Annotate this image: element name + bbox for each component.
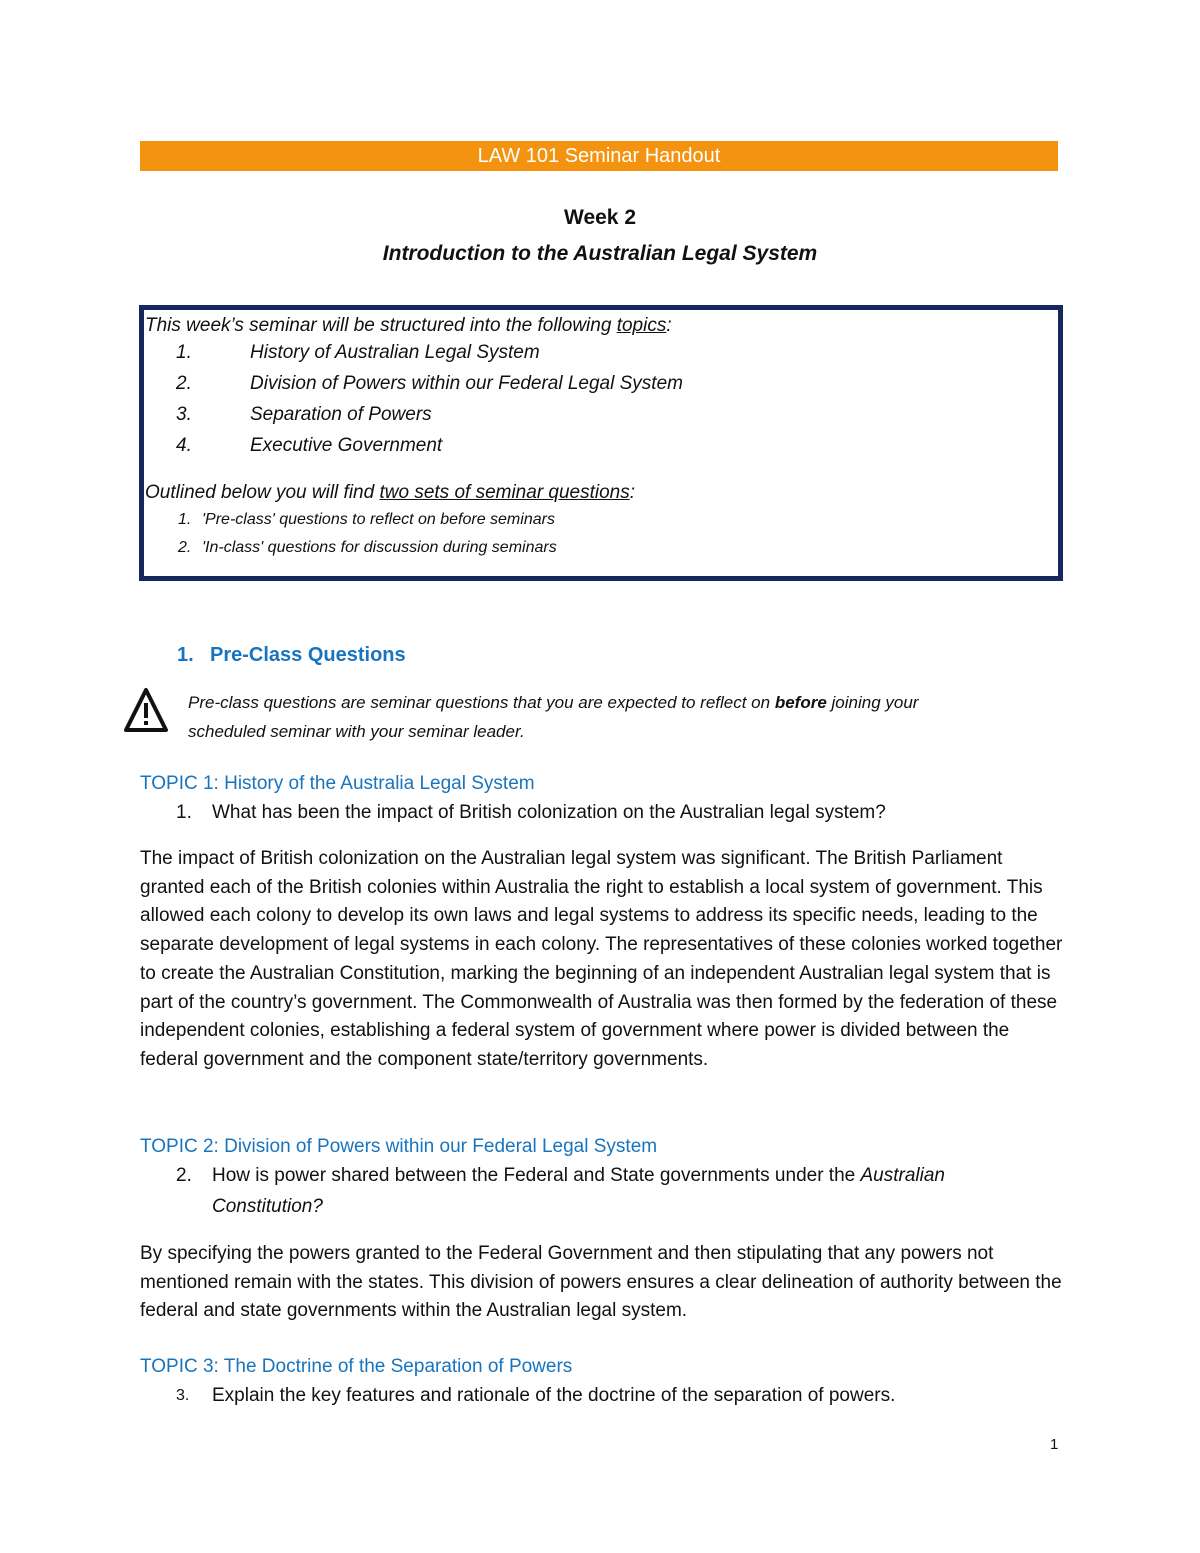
question-text-continued: Constitution?: [212, 1196, 323, 1217]
topic-number: 1.: [176, 342, 192, 363]
question-set-number: 1.: [178, 511, 192, 528]
page-subtitle: Introduction to the Australian Legal System: [382, 242, 818, 265]
question-set-number: 2.: [178, 539, 192, 556]
topic-number: 3.: [176, 404, 192, 425]
pre-class-note-line2: scheduled seminar with your seminar leader.: [188, 722, 525, 741]
topic-number: 4.: [176, 435, 192, 456]
question-number: 1.: [176, 802, 192, 823]
pre-class-note: Pre-class questions are seminar questions that you are expected to reflect on before joining your: [188, 693, 919, 712]
topic-item: History of Australian Legal System: [250, 342, 540, 363]
handout-title-banner: LAW 101 Seminar Handout: [140, 141, 1058, 171]
question-sets-intro: Outlined below you will find two sets of seminar questions:: [145, 482, 636, 503]
topic-heading: TOPIC 2: Division of Powers within our Federal Legal System: [140, 1136, 658, 1157]
question-number: 3.: [176, 1387, 190, 1404]
question-text: What has been the impact of British colonization on the Australian legal system?: [212, 802, 886, 823]
topic-item: Division of Powers within our Federal Legal System: [250, 373, 683, 394]
page-number: 1: [1050, 1436, 1059, 1453]
topic-number: 2.: [176, 373, 192, 394]
week-heading: Week 2: [564, 206, 636, 229]
question-number: 2.: [176, 1165, 192, 1186]
topic-heading: TOPIC 1: History of the Australia Legal System: [140, 773, 535, 794]
topic-item: Executive Government: [250, 435, 443, 456]
topics-intro: This week’s seminar will be structured into the following topics:: [145, 315, 672, 336]
answer-paragraph: By specifying the powers granted to the Federal Government and then stipulating that any powers not mentioned remain with the states. This division of powers ensures a clear delineation of authority between the federal and state governments within the Australian legal system.: [140, 1243, 1062, 1322]
warning-icon: [123, 686, 169, 734]
question-set-item: 'In-class' questions for discussion during seminars: [202, 539, 557, 556]
question-text: How is power shared between the Federal and State governments under the Australian: [212, 1165, 945, 1186]
question-set-item: 'Pre-class' questions to reflect on before seminars: [202, 511, 555, 528]
question-text: Explain the key features and rationale of the doctrine of the separation of powers.: [212, 1385, 896, 1406]
topic-item: Separation of Powers: [250, 404, 432, 425]
section-heading: 1. Pre-Class Questions: [177, 644, 406, 666]
answer-paragraph: The impact of British colonization on the Australian legal system was significant. The British Parliament granted each of the British colonies within Australia the right to establish a local system of government. This allowed each colony to develop its own laws and legal systems to address its specific needs, leading to the separate development of legal systems in each colony. The representatives of these colonies worked together to create the Australian Constitution, marking the beginning of an independent Australian legal system that is part of the country’s government. The Commonwealth of Australia was then formed by the federation of these independent colonies, establishing a federal system of government where power is divided between the federal government and the component state/territory governments.: [140, 848, 1063, 1070]
topic-heading: TOPIC 3: The Doctrine of the Separation of Powers: [140, 1356, 573, 1377]
